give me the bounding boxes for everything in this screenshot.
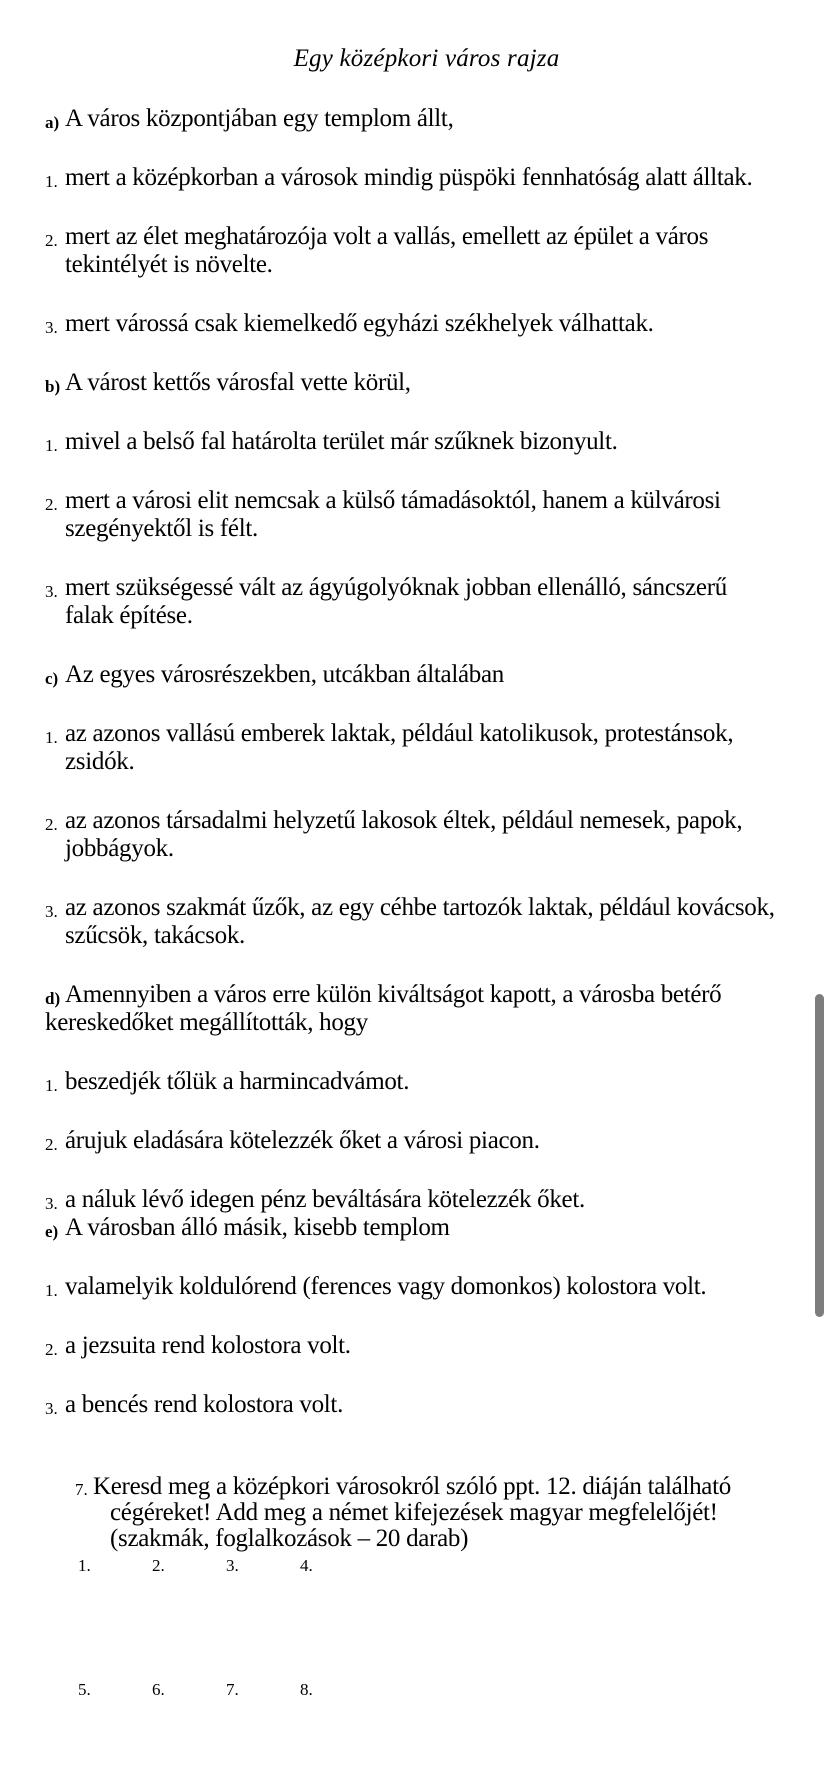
answer-slot-1: 1. xyxy=(78,1556,91,1575)
answer-slot-7: 7. xyxy=(226,1680,239,1699)
answer-slots-row-2 xyxy=(45,1676,808,1704)
list-item-a2 xyxy=(45,223,808,279)
list-marker: 2. xyxy=(45,231,58,250)
list-item-d1 xyxy=(45,1068,808,1096)
list-item-d xyxy=(45,981,808,1037)
list-marker: a) xyxy=(45,113,60,132)
text-line: Amennyiben a város erre külön kiváltságot kapott, a városba betérő xyxy=(65,981,722,1008)
list-item-c3 xyxy=(45,894,808,950)
text-line: a bencés rend kolostora volt. xyxy=(65,1391,344,1418)
list-marker: 2. xyxy=(45,815,58,834)
list-marker: 1. xyxy=(45,728,58,747)
text-line: mert várossá csak kiemelkedő egyházi székhelyek válhattak. xyxy=(65,310,654,337)
text-line: a náluk lévő idegen pénz beváltására kötelezzék őket. xyxy=(65,1186,585,1213)
text-line: A város központjában egy templom állt, xyxy=(65,105,454,132)
text-line: beszedjék tőlük a harmincadvámot. xyxy=(65,1068,410,1095)
list-item-e xyxy=(45,1214,808,1242)
list-marker: d) xyxy=(45,989,61,1008)
list-item-e3 xyxy=(45,1391,808,1419)
list-item-a1 xyxy=(45,164,808,192)
text-line: A várost kettős városfal vette körül, xyxy=(65,369,411,396)
answer-slot-5: 5. xyxy=(78,1680,91,1699)
text-line: árujuk eladására kötelezzék őket a városi piacon. xyxy=(65,1127,540,1154)
answer-slot-6: 6. xyxy=(152,1680,165,1699)
list-marker: 2. xyxy=(45,495,58,514)
text-line: Keresd meg a középkori városokról szóló ppt. 12. diáján található xyxy=(93,1473,731,1500)
text-line: Az egyes városrészekben, utcákban általában xyxy=(65,661,504,688)
list-item-c1 xyxy=(45,720,808,776)
list-item-c xyxy=(45,661,808,689)
page-title: Egy középkori város rajza xyxy=(293,45,560,72)
list-marker: e) xyxy=(45,1222,59,1241)
text-line: valamelyik koldulórend (ferences vagy domonkos) kolostora volt. xyxy=(65,1273,707,1300)
text-line: szűcsök, takácsok. xyxy=(65,922,245,949)
text-line: mert az élet meghatározója volt a vallás, emellett az épület a város xyxy=(65,223,709,250)
list-marker: b) xyxy=(45,377,61,396)
list-item-a xyxy=(45,105,808,133)
text-line: mivel a belső fal határolta terület már szűknek bizonyult. xyxy=(65,428,618,455)
text-line: tekintélyét is növelte. xyxy=(65,251,273,278)
list-marker: 1. xyxy=(45,1281,58,1300)
answer-slot-4: 4. xyxy=(300,1556,313,1575)
list-marker: 1. xyxy=(45,1076,58,1095)
list-item-d2 xyxy=(45,1127,808,1155)
list-marker: 3. xyxy=(45,902,58,921)
list-item-b1 xyxy=(45,428,808,456)
text-line: szegényektől is félt. xyxy=(65,515,258,542)
list-item-b3 xyxy=(45,574,808,630)
text-line: mert a városi elit nemcsak a külső támadásoktól, hanem a külvárosi xyxy=(65,487,721,514)
answer-slot-2: 2. xyxy=(152,1556,165,1575)
answer-slot-3: 3. xyxy=(226,1556,239,1575)
text-line: cégéreket! Add meg a német kifejezések magyar megfelelőjét! xyxy=(110,1499,718,1526)
list-item-e2 xyxy=(45,1332,808,1360)
list-marker: 2. xyxy=(45,1135,58,1154)
list-marker: c) xyxy=(45,669,59,688)
text-line: a jezsuita rend kolostora volt. xyxy=(65,1332,351,1359)
answer-slots-row-1 xyxy=(45,1552,808,1580)
text-line: (szakmák, foglalkozások – 20 darab) xyxy=(110,1525,469,1552)
scrollbar-thumb[interactable] xyxy=(815,994,824,1317)
list-marker: 7. xyxy=(75,1480,88,1499)
list-marker: 2. xyxy=(45,1340,58,1359)
text-line: az azonos társadalmi helyzetű lakosok éltek, például nemesek, papok, xyxy=(65,807,743,834)
list-item-b xyxy=(45,369,808,397)
list-item-e1 xyxy=(45,1273,808,1301)
text-line: kereskedőket megállították, hogy xyxy=(45,1009,368,1036)
text-line: falak építése. xyxy=(65,602,193,629)
list-item-d3 xyxy=(45,1186,808,1214)
list-item-b2 xyxy=(45,487,808,543)
text-line: az azonos szakmát űzők, az egy céhbe tartozók laktak, például kovácsok, xyxy=(65,894,775,921)
text-line: mert a középkorban a városok mindig püspöki fennhatóság alatt álltak. xyxy=(65,164,753,191)
text-line: jobbágyok. xyxy=(65,835,174,862)
text-line: az azonos vallású emberek laktak, például katolikusok, protestánsok, xyxy=(65,720,734,747)
list-item-c2 xyxy=(45,807,808,863)
text-line: A városban álló másik, kisebb templom xyxy=(65,1214,450,1241)
task-7-instruction xyxy=(45,1474,808,1552)
list-marker: 3. xyxy=(45,1194,58,1213)
list-marker: 3. xyxy=(45,582,58,601)
list-marker: 1. xyxy=(45,172,58,191)
list-item-a3 xyxy=(45,310,808,338)
answer-slot-8: 8. xyxy=(300,1680,313,1699)
text-line: mert szükségessé vált az ágyúgolyóknak jobban ellenálló, sáncszerű xyxy=(65,574,727,601)
text-line: zsidók. xyxy=(65,748,135,775)
list-marker: 3. xyxy=(45,1399,58,1418)
list-marker: 3. xyxy=(45,318,58,337)
list-marker: 1. xyxy=(45,436,58,455)
